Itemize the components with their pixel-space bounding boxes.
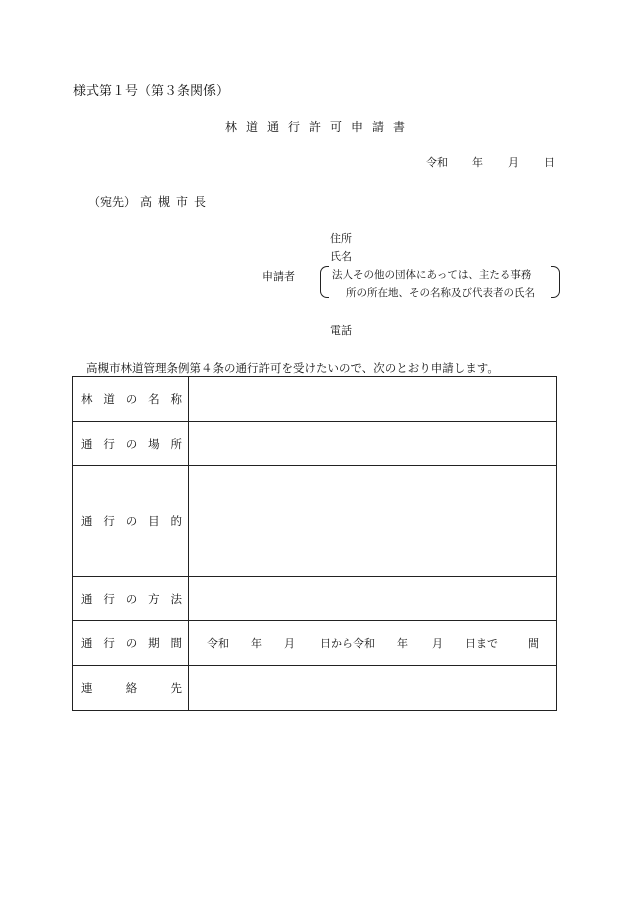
row-label-passage-method — [73, 577, 189, 621]
document-title: 林道通行許可申請書 — [224, 120, 414, 134]
field-passage-location[interactable] — [189, 422, 557, 466]
label-char: 所 — [170, 436, 182, 451]
label-char: 林 — [81, 392, 93, 406]
field-forest-road-name[interactable] — [189, 377, 557, 422]
right-bracket — [551, 266, 560, 298]
field-passage-purpose[interactable] — [189, 466, 557, 577]
label-char: の — [125, 514, 138, 528]
label-char: 道 — [103, 392, 115, 406]
label-char: 期 — [148, 636, 160, 650]
intro-text: 高槻市林道管理条例第４条の通行許可を受けたいので、次のとおり申請します。 — [86, 361, 499, 375]
period-from: 日から令和 — [320, 637, 375, 650]
field-passage-period[interactable] — [189, 621, 557, 666]
date-day: 日 — [544, 156, 555, 169]
period-month-end: 月 — [432, 637, 443, 650]
left-bracket — [320, 266, 329, 298]
date-month: 月 — [508, 156, 519, 169]
name-label: 氏名 — [330, 250, 352, 263]
application-table — [72, 376, 557, 711]
addressee — [88, 193, 212, 210]
label-char: 先 — [170, 681, 182, 695]
phone-label: 電話 — [330, 324, 352, 337]
label-char: の — [125, 392, 138, 406]
period-year: 年 — [251, 637, 262, 650]
period-until: 日まで — [465, 637, 498, 650]
label-char: の — [125, 636, 138, 650]
label-char: 行 — [103, 436, 115, 451]
label-char: 通 — [81, 514, 93, 528]
label-char: の — [125, 436, 138, 451]
row-label-passage-location — [73, 422, 189, 466]
row-label-forest-road-name — [73, 377, 189, 422]
applicant-label: 申請者 — [262, 270, 295, 283]
label-char: の — [125, 591, 138, 606]
field-contact[interactable] — [189, 666, 557, 711]
date-era: 令和 — [426, 156, 448, 169]
row-label-passage-purpose — [73, 466, 189, 577]
label-char: 行 — [103, 591, 115, 606]
field-passage-method[interactable] — [189, 577, 557, 621]
period-month: 月 — [284, 637, 295, 650]
label-char: 名 — [148, 392, 160, 406]
date-line — [426, 154, 555, 170]
label-char: 行 — [103, 514, 115, 528]
table-row — [73, 621, 557, 666]
label-char: 通 — [81, 436, 93, 451]
table-row — [73, 466, 557, 577]
label-char: 目 — [148, 514, 160, 528]
label-char: 場 — [148, 436, 160, 451]
applicant-note-line1: 法人その他の団体にあっては、主たる事務 — [332, 269, 532, 281]
period-year-end: 年 — [397, 637, 408, 650]
label-char: 行 — [103, 636, 115, 650]
date-year: 年 — [472, 156, 483, 169]
form-number: 様式第１号（第３条関係） — [73, 84, 230, 99]
label-char: 法 — [170, 591, 182, 606]
applicant-note-line2: 所の所在地、その名称及び代表者の氏名 — [346, 287, 535, 299]
label-char: 通 — [81, 636, 93, 650]
addressee-prefix: （宛先） — [88, 195, 137, 209]
label-char: 的 — [170, 514, 182, 528]
label-char: 連 — [81, 681, 93, 695]
addressee-name: 高槻市長 — [140, 195, 213, 209]
row-label-passage-period — [73, 621, 189, 666]
table-row — [73, 577, 557, 621]
label-char: 間 — [170, 636, 182, 650]
table-row — [73, 377, 557, 422]
label-char: 方 — [148, 591, 160, 606]
label-char: 絡 — [125, 681, 138, 695]
row-label-contact — [73, 666, 189, 711]
address-label: 住所 — [330, 232, 352, 245]
table-row — [73, 422, 557, 466]
period-era: 令和 — [207, 637, 229, 650]
label-char: 称 — [170, 392, 182, 406]
period-duration: 間 — [528, 637, 539, 650]
label-char: 通 — [81, 591, 93, 606]
table-row — [73, 666, 557, 711]
